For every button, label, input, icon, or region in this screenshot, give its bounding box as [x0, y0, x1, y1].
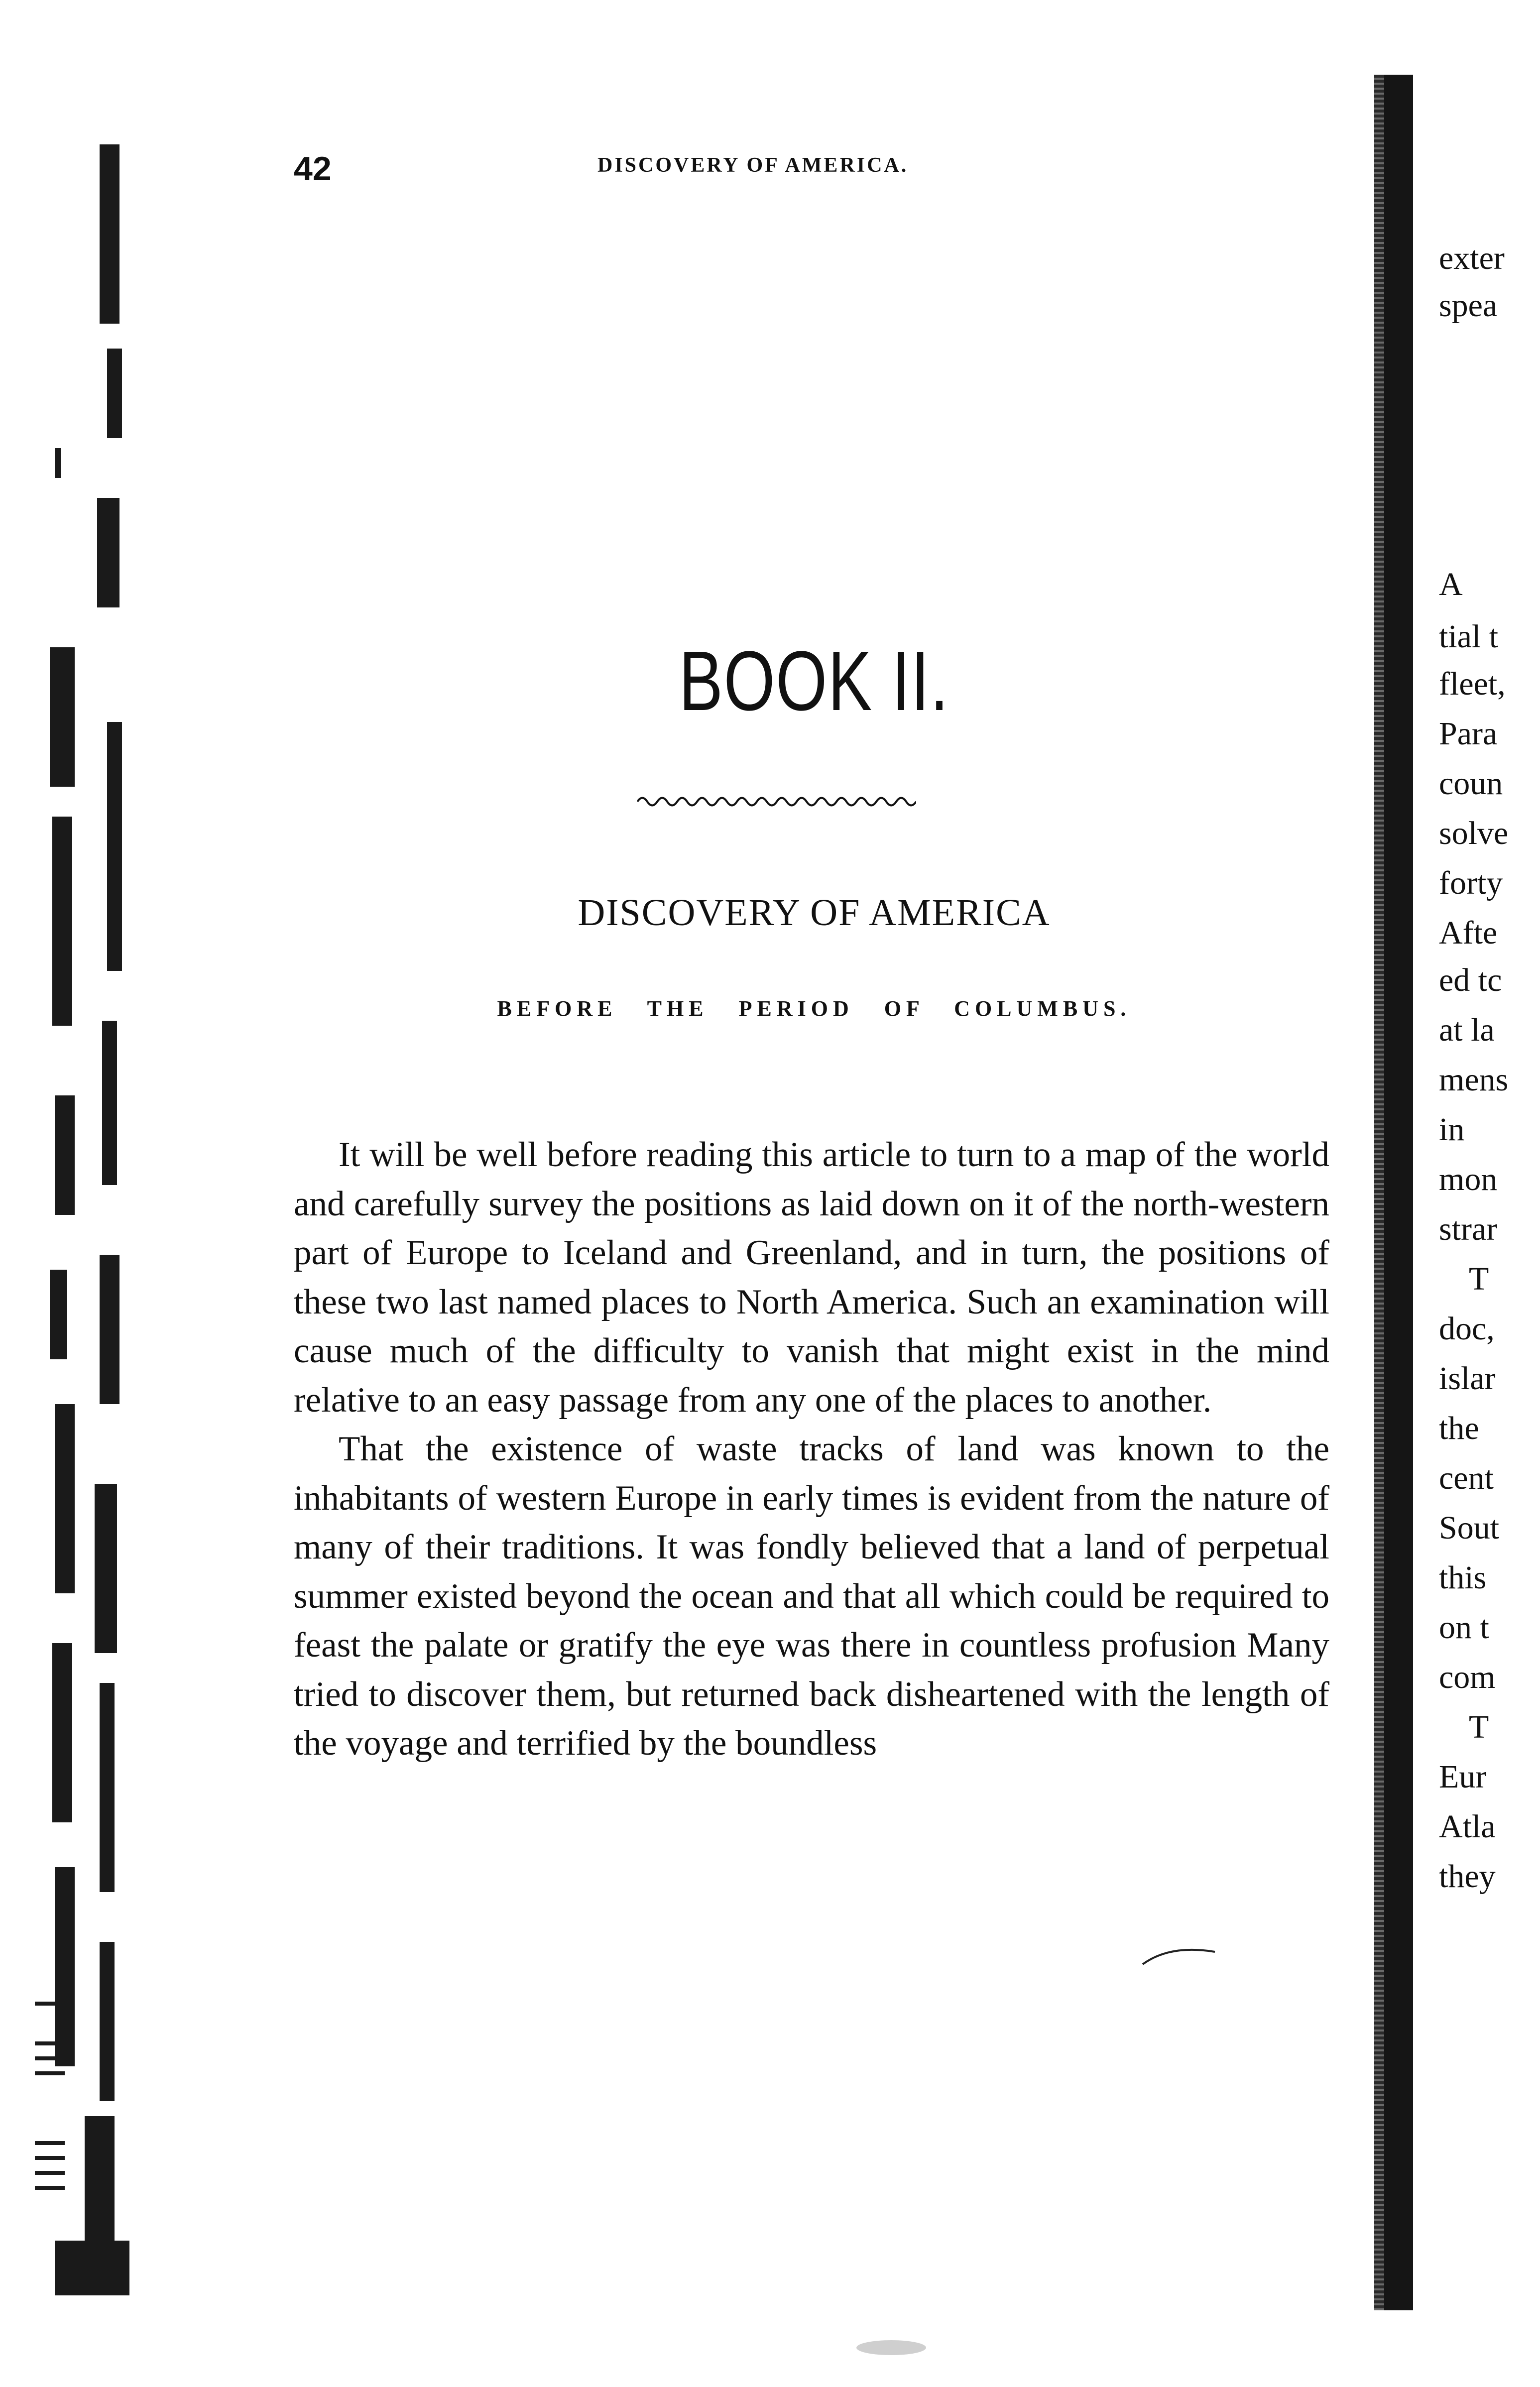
facing-word: on t [1439, 1609, 1489, 1646]
facing-word: Sout [1439, 1510, 1500, 1546]
running-head [289, 149, 1339, 189]
facing-word: the [1439, 1410, 1479, 1446]
facing-word: tial t [1439, 618, 1499, 655]
section-title: DISCOVERY OF AMERICA [578, 892, 1051, 934]
facing-word: exter [1439, 240, 1505, 276]
facing-word: mens [1439, 1062, 1509, 1098]
paragraph-1: It will be well before reading this article to turn to a map of the world and carefully survey the positions as laid down on it of the north-western part of Europe to Iceland and Greenland, and in turn, the positions of these two last named places to North America. Such an examination will cause much of the difficulty to vanish that might exist in the mind relative to an easy passage from any one of the places to another. [294, 1135, 1329, 1420]
facing-word: doc, [1439, 1311, 1495, 1347]
book-title: BOOK II. [679, 634, 949, 728]
wavy-ornament-divider [637, 792, 916, 812]
paragraph-2: That the existence of waste tracks of land was known to the inhabitants of western Europe in early times is evident from the nature of many of their traditions. It was fondly believed that a land of perpetual summer existed beyond the ocean and that all which could be required to feast the palate or gratify the eye was there in countless profusion Many tried to discover them, but returned back disheartened with the length of the voyage and terrified by the boundless [294, 1430, 1329, 1763]
facing-word: Para [1439, 716, 1498, 752]
facing-word: Afte [1439, 915, 1498, 951]
facing-word: fleet, [1439, 666, 1506, 702]
facing-word: this [1439, 1559, 1487, 1596]
facing-word: they [1439, 1858, 1496, 1895]
facing-word: Atla [1439, 1808, 1496, 1845]
facing-word: A [1439, 566, 1463, 602]
facing-word: at la [1439, 1012, 1495, 1048]
body-text [294, 1130, 1329, 1768]
facing-page-fragment [1439, 0, 1540, 2387]
page-number: 42 [294, 150, 332, 188]
facing-word: in [1439, 1111, 1465, 1148]
facing-word: strar [1439, 1211, 1498, 1247]
scan-smudge [856, 2340, 926, 2355]
facing-word: com [1439, 1659, 1496, 1695]
binding-strip [1384, 75, 1413, 2310]
running-title: DISCOVERY OF AMERICA. [597, 154, 909, 177]
facing-word: forty [1439, 865, 1503, 901]
facing-word: ed tc [1439, 962, 1502, 998]
facing-word: spea [1439, 287, 1498, 324]
facing-word: T [1469, 1709, 1489, 1745]
section-subtitle: BEFORE THE PERIOD OF COLUMBUS. [497, 996, 1131, 1021]
facing-word: T [1469, 1261, 1489, 1297]
facing-word: mon [1439, 1161, 1498, 1197]
facing-word: islar [1439, 1360, 1496, 1397]
facing-word: Eur [1439, 1759, 1487, 1795]
facing-word: coun [1439, 765, 1503, 802]
pen-mark [1140, 1942, 1220, 1972]
binding-edge [1374, 75, 1385, 2310]
book-page [289, 0, 1339, 2387]
facing-word: solve [1439, 815, 1509, 851]
left-gutter-artifact [0, 0, 144, 2387]
facing-word: cent [1439, 1460, 1494, 1496]
